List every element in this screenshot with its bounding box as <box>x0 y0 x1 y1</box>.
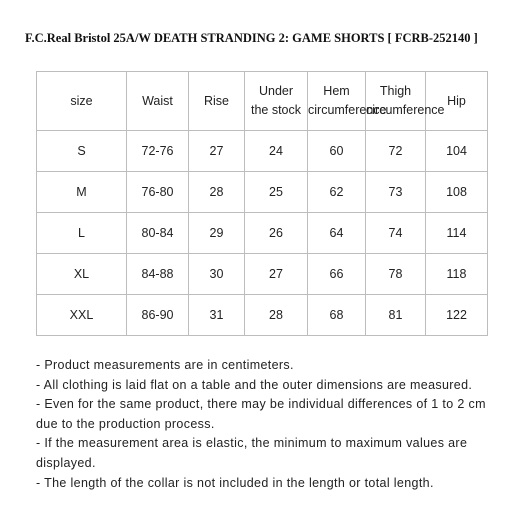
table-row <box>37 295 488 336</box>
cell-waist: 86-90 <box>127 295 189 336</box>
table-row <box>37 131 488 172</box>
header-thigh-circumference <box>366 72 445 131</box>
header-size-label: size <box>70 93 93 108</box>
header-hem-line1: Hem <box>323 84 350 98</box>
header-size <box>37 72 127 131</box>
cell-hem: 62 <box>308 172 366 213</box>
cell-under-the-stock: 24 <box>245 131 308 172</box>
note-line: - If the measurement area is elastic, the minimum to maximum values are displayed. <box>36 436 468 470</box>
cell-rise: 30 <box>189 254 245 295</box>
cell-under-the-stock: 25 <box>245 172 308 213</box>
table-header-row <box>37 72 488 131</box>
header-waist <box>127 72 189 131</box>
note-line: - The length of the collar is not included in the length or total length. <box>36 475 434 490</box>
cell-waist: 80-84 <box>127 213 189 254</box>
cell-size: L <box>37 213 127 254</box>
header-rise-label: Rise <box>203 93 229 108</box>
header-under-the-stock <box>245 72 308 131</box>
cell-rise: 31 <box>189 295 245 336</box>
size-chart-table <box>36 71 488 336</box>
cell-thigh: 73 <box>366 172 426 213</box>
header-hem-line2: circumference <box>308 103 387 117</box>
note-line: - Product measurements are in centimeters. <box>36 358 294 372</box>
header-rise <box>189 72 245 131</box>
cell-hem: 68 <box>308 295 366 336</box>
cell-hip: 104 <box>426 131 488 172</box>
note-line: - Even for the same product, there may be individual differences of 1 to 2 cm due to the production process. <box>36 397 486 431</box>
cell-hip: 114 <box>426 213 488 254</box>
cell-thigh: 72 <box>366 131 426 172</box>
cell-thigh: 74 <box>366 213 426 254</box>
table-row <box>37 172 488 213</box>
header-under-line1: Under <box>258 84 294 98</box>
header-waist-label: Waist <box>142 93 173 108</box>
cell-waist: 84-88 <box>127 254 189 295</box>
cell-under-the-stock: 28 <box>245 295 308 336</box>
cell-under-the-stock: 26 <box>245 213 308 254</box>
cell-rise: 28 <box>189 172 245 213</box>
note-line: - All clothing is laid flat on a table and the outer dimensions are measured. <box>36 377 473 392</box>
cell-thigh: 78 <box>366 254 426 295</box>
cell-waist: 76-80 <box>127 172 189 213</box>
header-thigh-line1: Thigh <box>379 84 412 98</box>
cell-under-the-stock: 27 <box>245 254 308 295</box>
measurement-notes <box>36 356 491 493</box>
cell-hip: 108 <box>426 172 488 213</box>
header-hem-circumference <box>308 72 387 131</box>
table-row <box>37 213 488 254</box>
header-under-line2: the stock <box>250 103 302 117</box>
cell-thigh: 81 <box>366 295 426 336</box>
cell-hem: 66 <box>308 254 366 295</box>
cell-size: XXL <box>37 295 127 336</box>
header-hip-label: Hip <box>447 93 466 108</box>
cell-size: S <box>37 131 127 172</box>
cell-waist: 72-76 <box>127 131 189 172</box>
header-thigh-line2: circumference <box>366 103 445 117</box>
cell-size: M <box>37 172 127 213</box>
cell-rise: 27 <box>189 131 245 172</box>
cell-hem: 60 <box>308 131 366 172</box>
table-row <box>37 254 488 295</box>
cell-rise: 29 <box>189 213 245 254</box>
cell-hip: 122 <box>426 295 488 336</box>
page-title: F.C.Real Bristol 25A/W DEATH STRANDING 2: GAME SHORTS [ FCRB-252140 ] <box>25 31 478 45</box>
cell-hip: 118 <box>426 254 488 295</box>
cell-hem: 64 <box>308 213 366 254</box>
header-hip <box>426 72 488 131</box>
cell-size: XL <box>37 254 127 295</box>
